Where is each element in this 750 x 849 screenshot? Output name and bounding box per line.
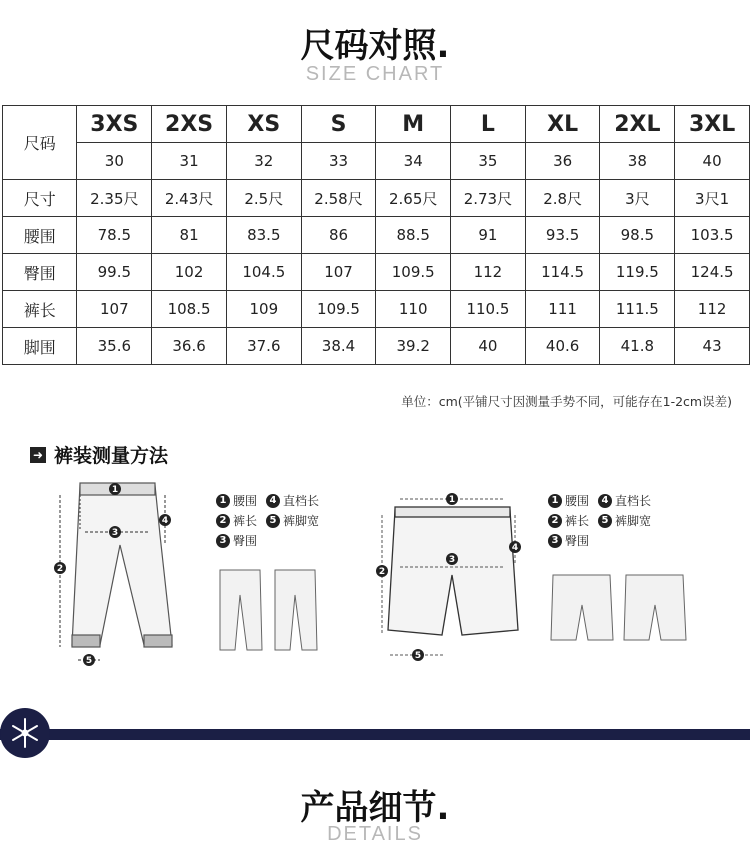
number-badge: 1 [216, 494, 230, 508]
table-cell: 2.58尺 [301, 180, 376, 217]
table-cell: 104.5 [226, 254, 301, 291]
size-number-cell: 32 [226, 143, 301, 180]
table-cell: 37.6 [226, 328, 301, 365]
table-cell: 112 [451, 254, 526, 291]
table-cell: 103.5 [675, 217, 750, 254]
svg-text:1: 1 [111, 485, 119, 495]
table-cell: 35.6 [77, 328, 152, 365]
table-cell: 124.5 [675, 254, 750, 291]
legend-item: 4 直档长 [266, 492, 319, 509]
size-cell: M [376, 106, 451, 143]
number-badge: 5 [266, 514, 280, 528]
svg-text:5: 5 [85, 656, 93, 666]
svg-text:4: 4 [161, 516, 169, 526]
table-row [3, 291, 750, 328]
table-cell: 110.5 [451, 291, 526, 328]
svg-text:1: 1 [448, 495, 456, 505]
table-cell: 86 [301, 217, 376, 254]
legend-item: 3 臀围 [216, 532, 257, 549]
number-badge: 3 [548, 534, 562, 548]
section-divider [0, 729, 750, 740]
table-cell: 2.35尺 [77, 180, 152, 217]
details-title: 产品细节. [300, 788, 450, 828]
table-cell: 43 [675, 328, 750, 365]
table-cell: 38.4 [301, 328, 376, 365]
table-cell: 107 [301, 254, 376, 291]
size-cell: 2XL [600, 106, 675, 143]
size-cell: L [451, 106, 526, 143]
svg-text:2: 2 [56, 564, 64, 574]
table-row [3, 106, 750, 143]
table-cell: 3尺1 [675, 180, 750, 217]
table-cell: 91 [451, 217, 526, 254]
table-cell: 40 [451, 328, 526, 365]
number-badge: 4 [266, 494, 280, 508]
table-cell: 2.5尺 [226, 180, 301, 217]
table-cell: 40.6 [525, 328, 600, 365]
page-title: 尺码对照. [300, 26, 450, 66]
size-cell: 3XS [77, 106, 152, 143]
table-cell: 98.5 [600, 217, 675, 254]
legend-left [216, 492, 346, 552]
table-cell: 81 [152, 217, 227, 254]
size-number-cell: 31 [152, 143, 227, 180]
long-pants-diagram [40, 475, 200, 670]
table-cell: 102 [152, 254, 227, 291]
svg-text:4: 4 [511, 543, 519, 553]
legend-item: 5 裤脚宽 [266, 512, 319, 529]
table-cell: 108.5 [152, 291, 227, 328]
table-row [3, 254, 750, 291]
svg-text:5: 5 [414, 651, 422, 661]
details-subtitle: DETAILS [327, 823, 423, 845]
legend-right [548, 492, 678, 552]
size-cell: XS [226, 106, 301, 143]
number-badge: 4 [598, 494, 612, 508]
size-chart-table [2, 105, 750, 365]
table-cell: 2.65尺 [376, 180, 451, 217]
row-label: 裤长 [3, 291, 77, 328]
table-cell: 99.5 [77, 254, 152, 291]
legend-item: 3 臀围 [548, 532, 589, 549]
table-cell: 109.5 [301, 291, 376, 328]
size-cell: 3XL [675, 106, 750, 143]
table-cell: 109.5 [376, 254, 451, 291]
size-number-cell: 33 [301, 143, 376, 180]
number-badge: 1 [548, 494, 562, 508]
size-number-cell: 36 [525, 143, 600, 180]
size-number-cell: 34 [376, 143, 451, 180]
table-cell: 78.5 [77, 217, 152, 254]
table-row [3, 180, 750, 217]
row-label: 脚围 [3, 328, 77, 365]
svg-text:3: 3 [111, 528, 119, 538]
legend-item: 4 直档长 [598, 492, 651, 509]
number-badge: 2 [216, 514, 230, 528]
table-cell: 107 [77, 291, 152, 328]
table-cell: 110 [376, 291, 451, 328]
unit-note: 单位：cm(平铺尺寸因测量手势不同，可能存在1-2cm误差) [401, 394, 732, 409]
row-label: 腰围 [3, 217, 77, 254]
size-cell: XL [525, 106, 600, 143]
size-number-cell: 30 [77, 143, 152, 180]
number-badge: 2 [548, 514, 562, 528]
table-cell: 93.5 [525, 217, 600, 254]
size-number-cell: 40 [675, 143, 750, 180]
size-label-cell: 尺码 [3, 106, 77, 180]
long-pants-photos [215, 565, 325, 655]
number-badge: 5 [598, 514, 612, 528]
table-cell: 36.6 [152, 328, 227, 365]
shorts-diagram [370, 485, 535, 665]
table-row [3, 143, 750, 180]
size-number-cell: 35 [451, 143, 526, 180]
size-cell: 2XS [152, 106, 227, 143]
table-cell: 88.5 [376, 217, 451, 254]
svg-text:2: 2 [378, 567, 386, 577]
row-label: 尺寸 [3, 180, 77, 217]
table-row [3, 328, 750, 365]
measure-method-heading [30, 441, 168, 468]
table-cell: 111.5 [600, 291, 675, 328]
table-cell: 2.43尺 [152, 180, 227, 217]
snowflake-icon [5, 713, 45, 753]
table-row [3, 217, 750, 254]
svg-text:3: 3 [448, 555, 456, 565]
shorts-photos [548, 570, 698, 645]
table-cell: 2.8尺 [525, 180, 600, 217]
row-label: 臀围 [3, 254, 77, 291]
arrow-right-icon: ➜ [30, 447, 46, 463]
page-subtitle: SIZE CHART [305, 63, 445, 85]
measure-method-title: 裤装测量方法 [54, 445, 169, 467]
legend-item: 1 腰围 [216, 492, 257, 509]
table-cell: 39.2 [376, 328, 451, 365]
table-cell: 112 [675, 291, 750, 328]
table-cell: 119.5 [600, 254, 675, 291]
table-cell: 2.73尺 [451, 180, 526, 217]
table-cell: 3尺 [600, 180, 675, 217]
table-cell: 109 [226, 291, 301, 328]
number-badge: 3 [216, 534, 230, 548]
legend-item: 1 腰围 [548, 492, 589, 509]
size-number-cell: 38 [600, 143, 675, 180]
legend-item: 2 裤长 [548, 512, 589, 529]
legend-item: 2 裤长 [216, 512, 257, 529]
table-cell: 111 [525, 291, 600, 328]
size-cell: S [301, 106, 376, 143]
table-cell: 41.8 [600, 328, 675, 365]
table-cell: 114.5 [525, 254, 600, 291]
table-cell: 83.5 [226, 217, 301, 254]
legend-item: 5 裤脚宽 [598, 512, 651, 529]
